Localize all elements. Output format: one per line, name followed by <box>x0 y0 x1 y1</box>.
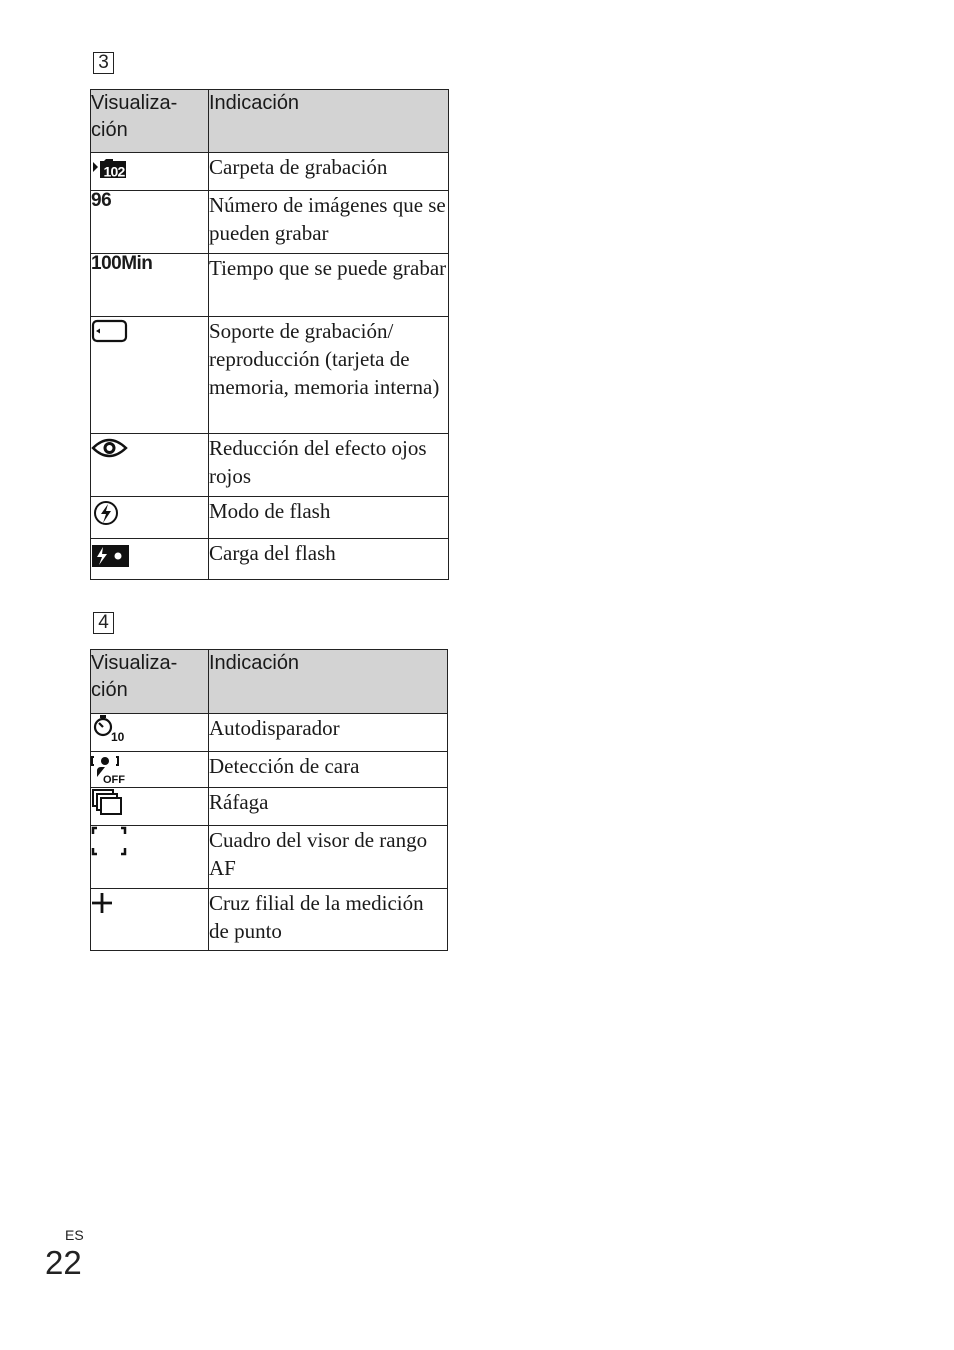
table-row <box>91 434 449 497</box>
folder-102-icon <box>91 153 131 183</box>
column-header-display: Visualiza- ción <box>91 90 209 153</box>
row-text: Carga del flash <box>209 539 449 580</box>
shots-remaining-indicator: 96 <box>91 190 112 211</box>
table-row <box>91 889 448 951</box>
flash-charge-icon <box>91 539 131 569</box>
page-number: 22 <box>45 1244 82 1281</box>
self-timer-10-icon <box>91 714 131 744</box>
table-row <box>91 714 448 752</box>
row-text: Reducción del efecto ojos rojos <box>209 434 449 497</box>
table-row <box>91 191 449 254</box>
svg-text:10: 10 <box>111 730 125 744</box>
table-row <box>91 826 448 889</box>
face-detection-off-icon <box>91 755 131 785</box>
column-header-indication: Indicación <box>209 90 449 153</box>
table-row <box>91 539 449 580</box>
table-row <box>91 317 449 434</box>
row-text: Número de imágenes que se pueden grabar <box>209 191 449 254</box>
section-marker-4: 4 <box>93 612 114 634</box>
af-range-frame-icon <box>91 826 131 856</box>
svg-text:102: 102 <box>103 163 125 180</box>
display-table-3 <box>90 89 449 580</box>
red-eye-icon <box>91 434 131 464</box>
section-marker-3: 3 <box>93 52 114 74</box>
column-header-display: Visualiza- ción <box>91 650 209 714</box>
row-text: Detección de cara <box>209 752 448 788</box>
recording-time-indicator: 100Min <box>91 253 153 274</box>
row-text: Cruz filial de la medición de punto <box>209 889 448 951</box>
svg-text:OFF: OFF <box>103 774 125 785</box>
row-text: Modo de flash <box>209 497 449 539</box>
language-code: ES <box>65 1227 84 1243</box>
row-text: Soporte de grabación/ reproducción (tarjeta de memoria, memoria interna) <box>209 317 449 434</box>
spot-metering-cross-icon <box>91 889 131 919</box>
row-text: Carpeta de grabación <box>209 153 449 191</box>
table-row <box>91 153 449 191</box>
row-text: Cuadro del visor de rango AF <box>209 826 448 889</box>
row-text: Ráfaga <box>209 788 448 826</box>
row-text: Tiempo que se puede grabar <box>209 254 449 317</box>
memory-card-icon <box>91 317 131 347</box>
burst-icon <box>91 788 131 818</box>
column-header-indication: Indicación <box>209 650 448 714</box>
table-row <box>91 254 449 317</box>
flash-mode-icon <box>91 497 131 527</box>
table-row <box>91 752 448 788</box>
table-row <box>91 788 448 826</box>
row-text: Autodisparador <box>209 714 448 752</box>
table-header-row <box>91 650 448 714</box>
table-header-row <box>91 90 449 153</box>
display-table-4 <box>90 649 448 951</box>
table-row <box>91 497 449 539</box>
